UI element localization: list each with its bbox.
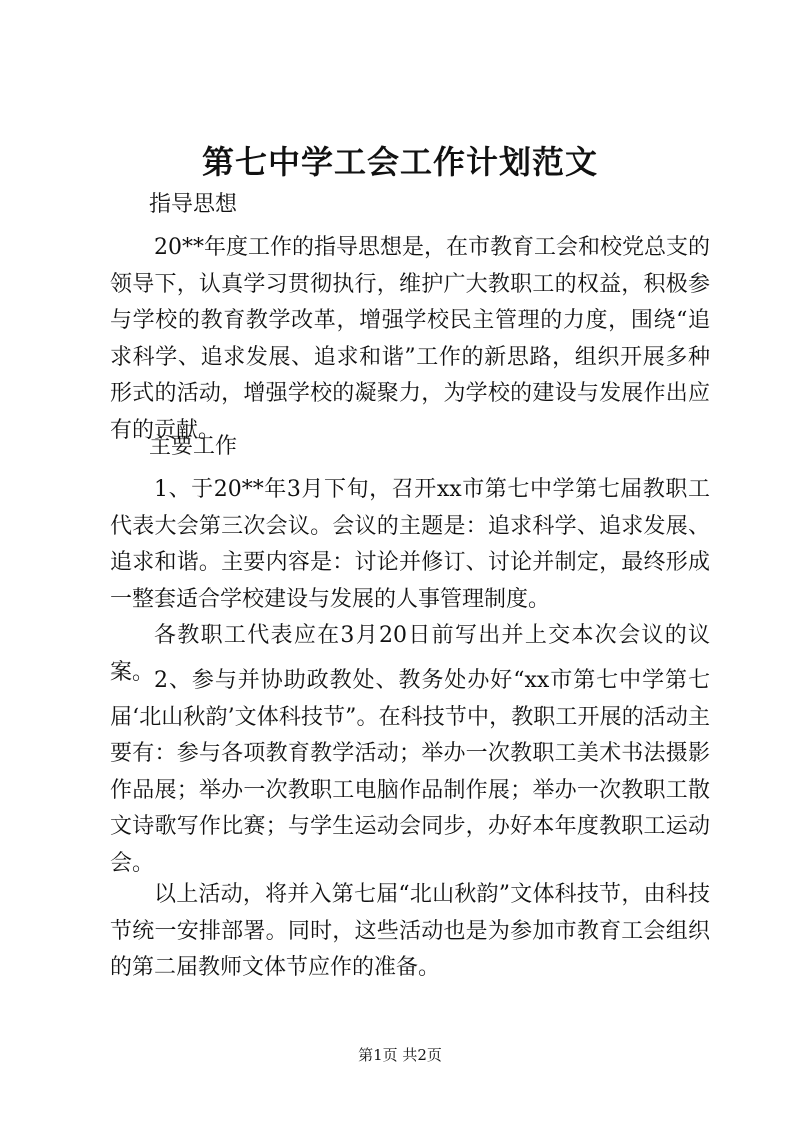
document-title: 第七中学工会工作计划范文 — [201, 143, 598, 181]
paragraph-work-item-1: 1、于20**年3月下旬，召开xx市第七中学第七届教职工代表大会第三次会议。会议的主题是：追求科学、追求发展、追求和谐。主要内容是：讨论并修订、讨论并制定，最终形成一整套适合学校建设与发展的人事管理制度。 — [110, 477, 710, 612]
section-heading-guiding-thought: 指导思想 — [149, 192, 238, 217]
paragraph-work-item-2: 2、参与并协助政教处、教务处办好“xx市第七中学第七届‘北山秋韵’文体科技节”。在科技节中，教职工开展的活动主要有：参与各项教育教学活动；举办一次教职工美术书法摄影作品展；举办一次教职工电脑作品制作展；举办一次教职工散文诗歌写作比赛；与学生运动会同步，办好本年度教职工运动会。 — [110, 668, 710, 876]
paragraph-proposal-deadline: 各教职工代表应在3月20日前写出并上交本次会议的议案。 — [110, 623, 710, 685]
paragraph-activities-summary: 以上活动，将并入第七届“北山秋韵”文体科技节，由科技节统一安排部署。同时，这些活动也是为参加市教育工会组织的第二届教师文体节应作的准备。 — [110, 882, 710, 980]
paragraph-guiding-thought: 20**年度工作的指导思想是，在市教育工会和校党总支的领导下，认真学习贯彻执行，维护广大教职工的权益，积极参与学校的教育教学改革，增强学校民主管理的力度，围绕“追求科学、追求发展、追求和谐”工作的新思路，组织开展多种形式的活动，增强学校的凝聚力，为学校的建设与发展作出应有的贡献。 — [110, 235, 710, 443]
page-number-footer: 第1页 共2页 — [358, 1046, 442, 1064]
section-heading-main-work: 主要工作 — [149, 434, 238, 459]
